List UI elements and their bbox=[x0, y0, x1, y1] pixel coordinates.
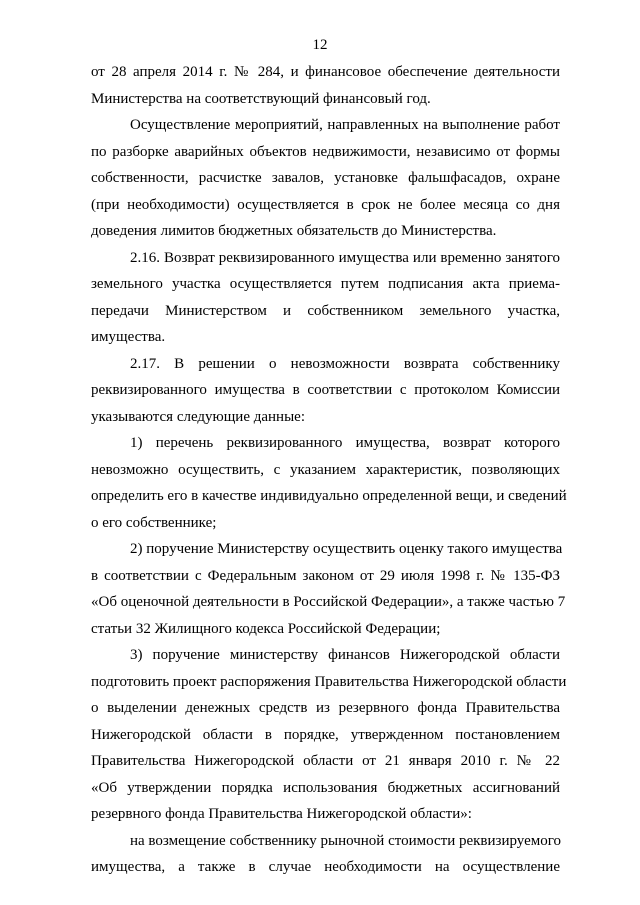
text-line: о выделении денежных средств из резервного фонда Правительства bbox=[91, 700, 560, 716]
text-line: статьи 32 Жилищного кодекса Российской Федерации; bbox=[91, 620, 441, 637]
text-line: реквизированного имущества в соответствии с протоколом Комиссии bbox=[91, 382, 560, 398]
paragraph-p-continuation bbox=[91, 59, 560, 112]
text-line: подготовить проект распоряжения Правительства Нижегородской области bbox=[91, 673, 567, 690]
paragraph-p-implementation bbox=[91, 112, 560, 245]
text-line: Министерства на соответствующий финансовый год. bbox=[91, 90, 431, 107]
paragraph-p-2-17 bbox=[91, 351, 560, 431]
text-line: определить его в качестве индивидуально определенной вещи, и сведений bbox=[91, 488, 567, 504]
text-line: передачи Министерством и собственником земельного участка, bbox=[91, 302, 560, 319]
paragraph-p-item-1 bbox=[91, 430, 567, 536]
text-line: невозможно осуществить, с указанием характеристик, позволяющих bbox=[91, 461, 560, 478]
text-line: (при необходимости) осуществляется в срок не более месяца со дня bbox=[91, 196, 560, 213]
paragraph-p-item-2 bbox=[91, 536, 566, 642]
paragraph-p-item-3 bbox=[91, 642, 567, 828]
text-line: 3) поручение министерству финансов Нижегородской области bbox=[130, 647, 560, 663]
page-number: 12 bbox=[312, 37, 328, 53]
text-line: доведения лимитов бюджетных обязательств до Министерства. bbox=[91, 223, 497, 239]
text-line: 1) перечень реквизированного имущества, возврат которого bbox=[130, 435, 560, 451]
paragraph-p-2-16 bbox=[91, 245, 560, 351]
text-line: в соответствии с Федеральным законом от 29 июля 1998 г. № 135-ФЗ bbox=[91, 567, 560, 584]
text-line: имущества, а также в случае необходимости на осуществление bbox=[91, 859, 560, 875]
text-line: резервного фонда Правительства Нижегородской области»: bbox=[91, 806, 472, 822]
text-line: Осуществление мероприятий, направленных на выполнение работ bbox=[130, 117, 560, 133]
text-line: на возмещение собственнику рыночной стоимости реквизируемого bbox=[130, 832, 562, 849]
text-line: собственности, расчистке завалов, установке фальшфасадов, охране bbox=[91, 170, 560, 186]
text-line: 2.16. Возврат реквизированного имущества или временно занятого bbox=[130, 249, 560, 266]
text-line: указываются следующие данные: bbox=[91, 408, 305, 425]
text-line: Нижегородской области в порядке, утвержденном постановлением bbox=[91, 726, 560, 743]
text-line: «Об утверждении порядка использования бюджетных ассигнований bbox=[91, 779, 560, 796]
text-line: 2.17. В решении о невозможности возврата собственнику bbox=[130, 355, 560, 372]
paragraph-p-compensation bbox=[91, 828, 560, 881]
text-line: 2) поручение Министерству осуществить оценку такого имущества bbox=[130, 541, 563, 557]
text-line: по разборке аварийных объектов недвижимости, независимо от формы bbox=[91, 143, 560, 160]
text-line: о его собственнике; bbox=[91, 514, 217, 531]
document-body bbox=[91, 59, 567, 881]
text-line: от 28 апреля 2014 г. № 284, и финансовое обеспечение деятельности bbox=[91, 64, 560, 80]
text-line: «Об оценочной деятельности в Российской Федерации», а также частью 7 bbox=[91, 594, 566, 610]
text-line: Правительства Нижегородской области от 21 января 2010 г. № 22 bbox=[91, 753, 560, 769]
text-line: имущества. bbox=[91, 329, 166, 345]
text-line: земельного участка осуществляется путем подписания акта приема- bbox=[91, 276, 560, 292]
